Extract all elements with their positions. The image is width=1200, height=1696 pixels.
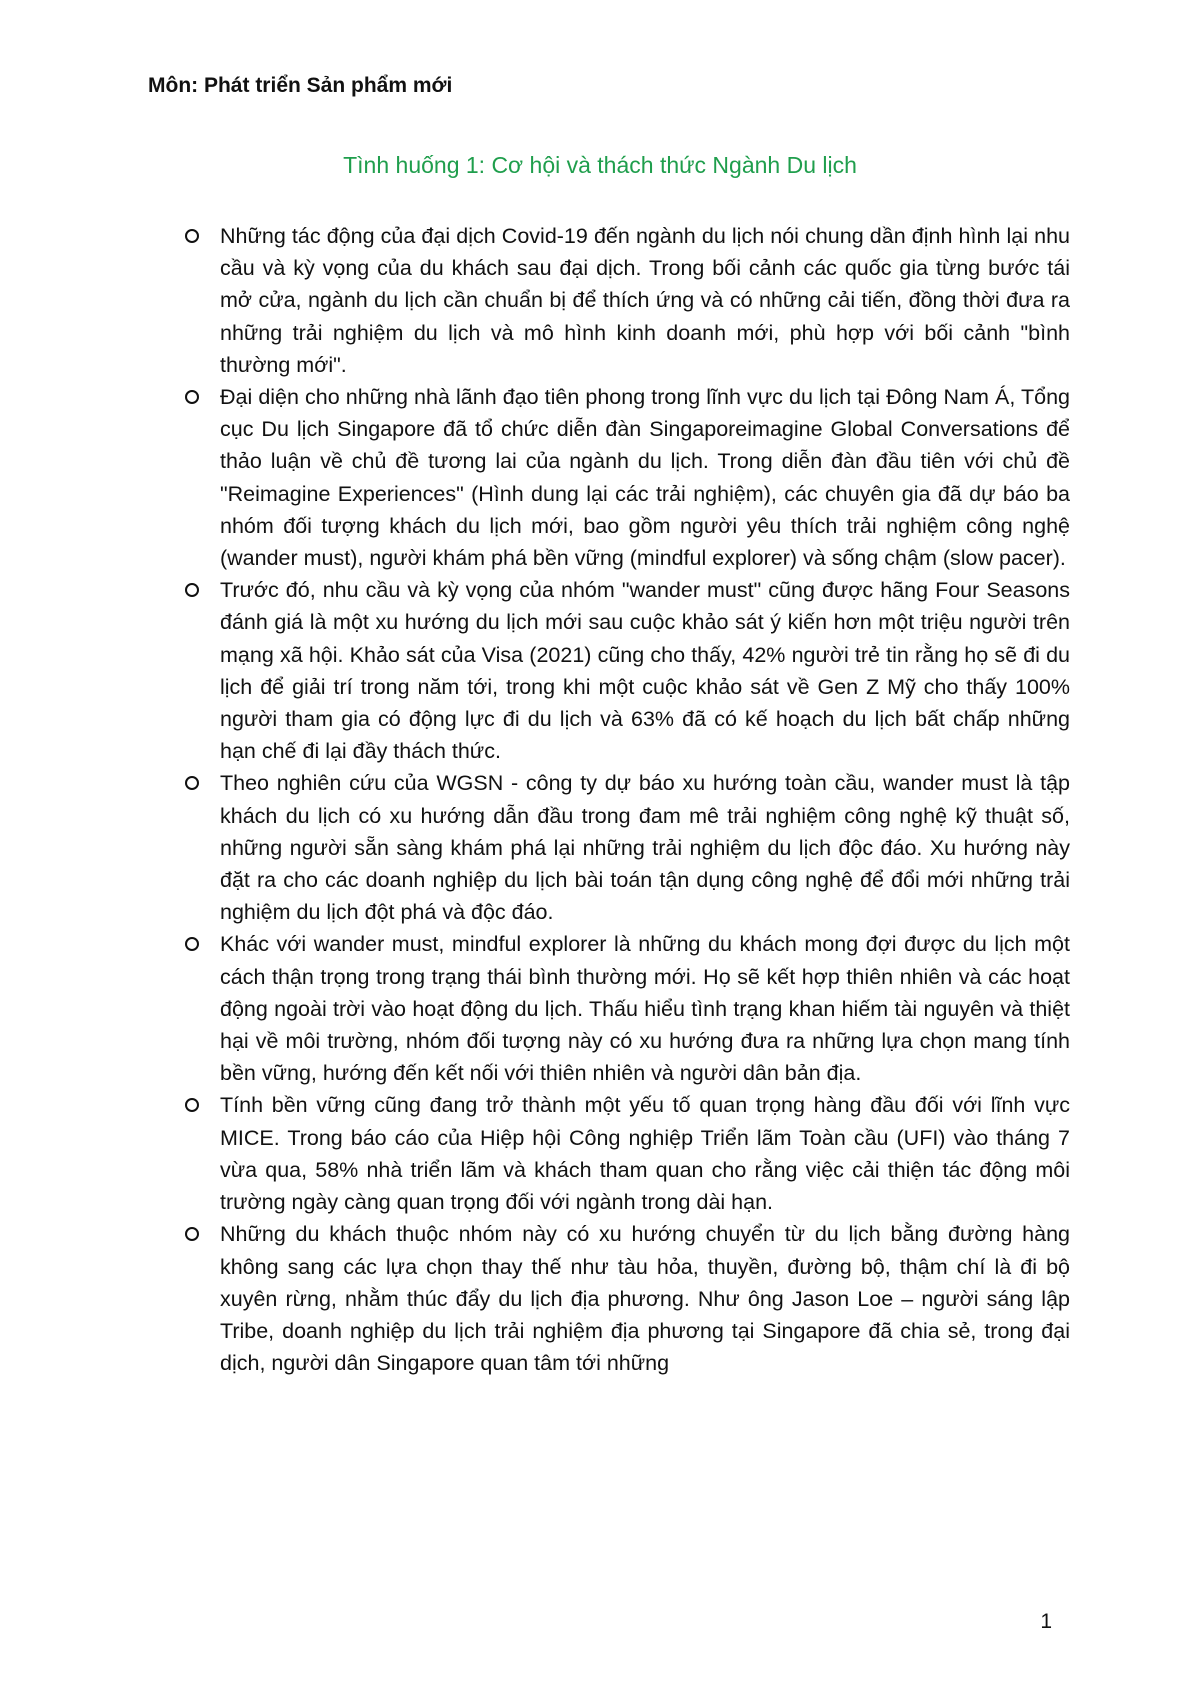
case-title: Tình huống 1: Cơ hội và thách thức Ngành Du lịch <box>343 152 857 178</box>
list-item <box>180 928 1070 1089</box>
list-item <box>180 381 1070 574</box>
list-item <box>180 220 1070 381</box>
paragraph-text: Những du khách thuộc nhóm này có xu hướng chuyển từ du lịch bằng đường hàng không sang các lựa chọn thay thế như tàu hỏa, thuyền, đường bộ, thậm chí là đi bộ xuyên rừng, nhằm thúc đẩy du lịch địa phương. Như ông Jason Loe – người sáng lập Tribe, doanh nghiệp du lịch trải nghiệm địa phương tại Singapore đã chia sẻ, trong đại dịch, người dân Singapore quan tâm tới những <box>220 1222 1070 1376</box>
list-item <box>180 574 1070 767</box>
circle-bullet-icon <box>185 583 199 597</box>
circle-bullet-icon <box>185 229 199 243</box>
paragraph-text: Trước đó, nhu cầu và kỳ vọng của nhóm "wander must" cũng được hãng Four Seasons đánh giá là một xu hướng du lịch mới sau cuộc khảo sát ý kiến hơn một triệu người trên mạng xã hội. Khảo sát của Visa (2021) cũng cho thấy, 42% người trẻ tin rằng họ sẽ đi du lịch để giải trí trong năm tới, trong khi một cuộc khảo sát về Gen Z Mỹ cho thấy 100% người tham gia có động lực đi du lịch và 63% đã có kế hoạch du lịch bất chấp những hạn chế đi lại đầy thách thức. <box>220 578 1070 764</box>
circle-bullet-icon <box>185 776 199 790</box>
circle-bullet-icon <box>185 1227 199 1241</box>
paragraph-text: Khác với wander must, mindful explorer là những du khách mong đợi được du lịch một cách thận trọng trong trạng thái bình thường mới. Họ sẽ kết hợp thiên nhiên và các hoạt động ngoài trời vào hoạt động du lịch. Thấu hiểu tình trạng khan hiếm tài nguyên và thiệt hại về môi trường, nhóm đối tượng này có xu hướng đưa ra những lựa chọn mang tính bền vững, hướng đến kết nối với thiên nhiên và người dân bản địa. <box>220 932 1070 1086</box>
circle-bullet-icon <box>185 390 199 404</box>
list-item <box>180 1218 1070 1379</box>
circle-bullet-icon <box>185 937 199 951</box>
subject-header: Môn: Phát triển Sản phẩm mới <box>148 74 453 97</box>
bullet-list <box>180 220 1070 1379</box>
paragraph-text: Đại diện cho những nhà lãnh đạo tiên phong trong lĩnh vực du lịch tại Đông Nam Á, Tổng cục Du lịch Singapore đã tổ chức diễn đàn Singaporeimagine Global Conversations để thảo luận về chủ đề tương lai của ngành du lịch. Trong diễn đàn đầu tiên với chủ đề "Reimagine Experiences" (Hình dung lại các trải nghiệm), các chuyên gia đã dự báo ba nhóm đối tượng khách du lịch mới, bao gồm người yêu thích trải nghiệm công nghệ (wander must), người khám phá bền vững (mindful explorer) và sống chậm (slow pacer). <box>220 385 1070 571</box>
list-item <box>180 767 1070 928</box>
circle-bullet-icon <box>185 1098 199 1112</box>
paragraph-text: Tính bền vững cũng đang trở thành một yếu tố quan trọng hàng đầu đối với lĩnh vực MICE. Trong báo cáo của Hiệp hội Công nghiệp Triển lãm Toàn cầu (UFI) vào tháng 7 vừa qua, 58% nhà triển lãm và khách tham quan cho rằng việc cải thiện tác động môi trường ngày càng quan trọng đối với ngành trong dài hạn. <box>220 1093 1070 1215</box>
paragraph-text: Những tác động của đại dịch Covid-19 đến ngành du lịch nói chung dần định hình lại nhu cầu và kỳ vọng của du khách sau đại dịch. Trong bối cảnh các quốc gia từng bước tái mở cửa, ngành du lịch cần chuẩn bị để thích ứng và có những cải tiến, đồng thời đưa ra những trải nghiệm du lịch và mô hình kinh doanh mới, phù hợp với bối cảnh "bình thường mới". <box>220 224 1070 377</box>
list-item <box>180 1089 1070 1218</box>
page-number: 1 <box>1040 1610 1052 1633</box>
paragraph-text: Theo nghiên cứu của WGSN - công ty dự báo xu hướng toàn cầu, wander must là tập khách du lịch có xu hướng dẫn đầu trong đam mê trải nghiệm công nghệ kỹ thuật số, những người sẵn sàng khám phá lại những trải nghiệm du lịch độc đáo. Xu hướng này đặt ra cho các doanh nghiệp du lịch bài toán tận dụng công nghệ để đổi mới những trải nghiệm du lịch đột phá và độc đáo. <box>220 771 1070 925</box>
